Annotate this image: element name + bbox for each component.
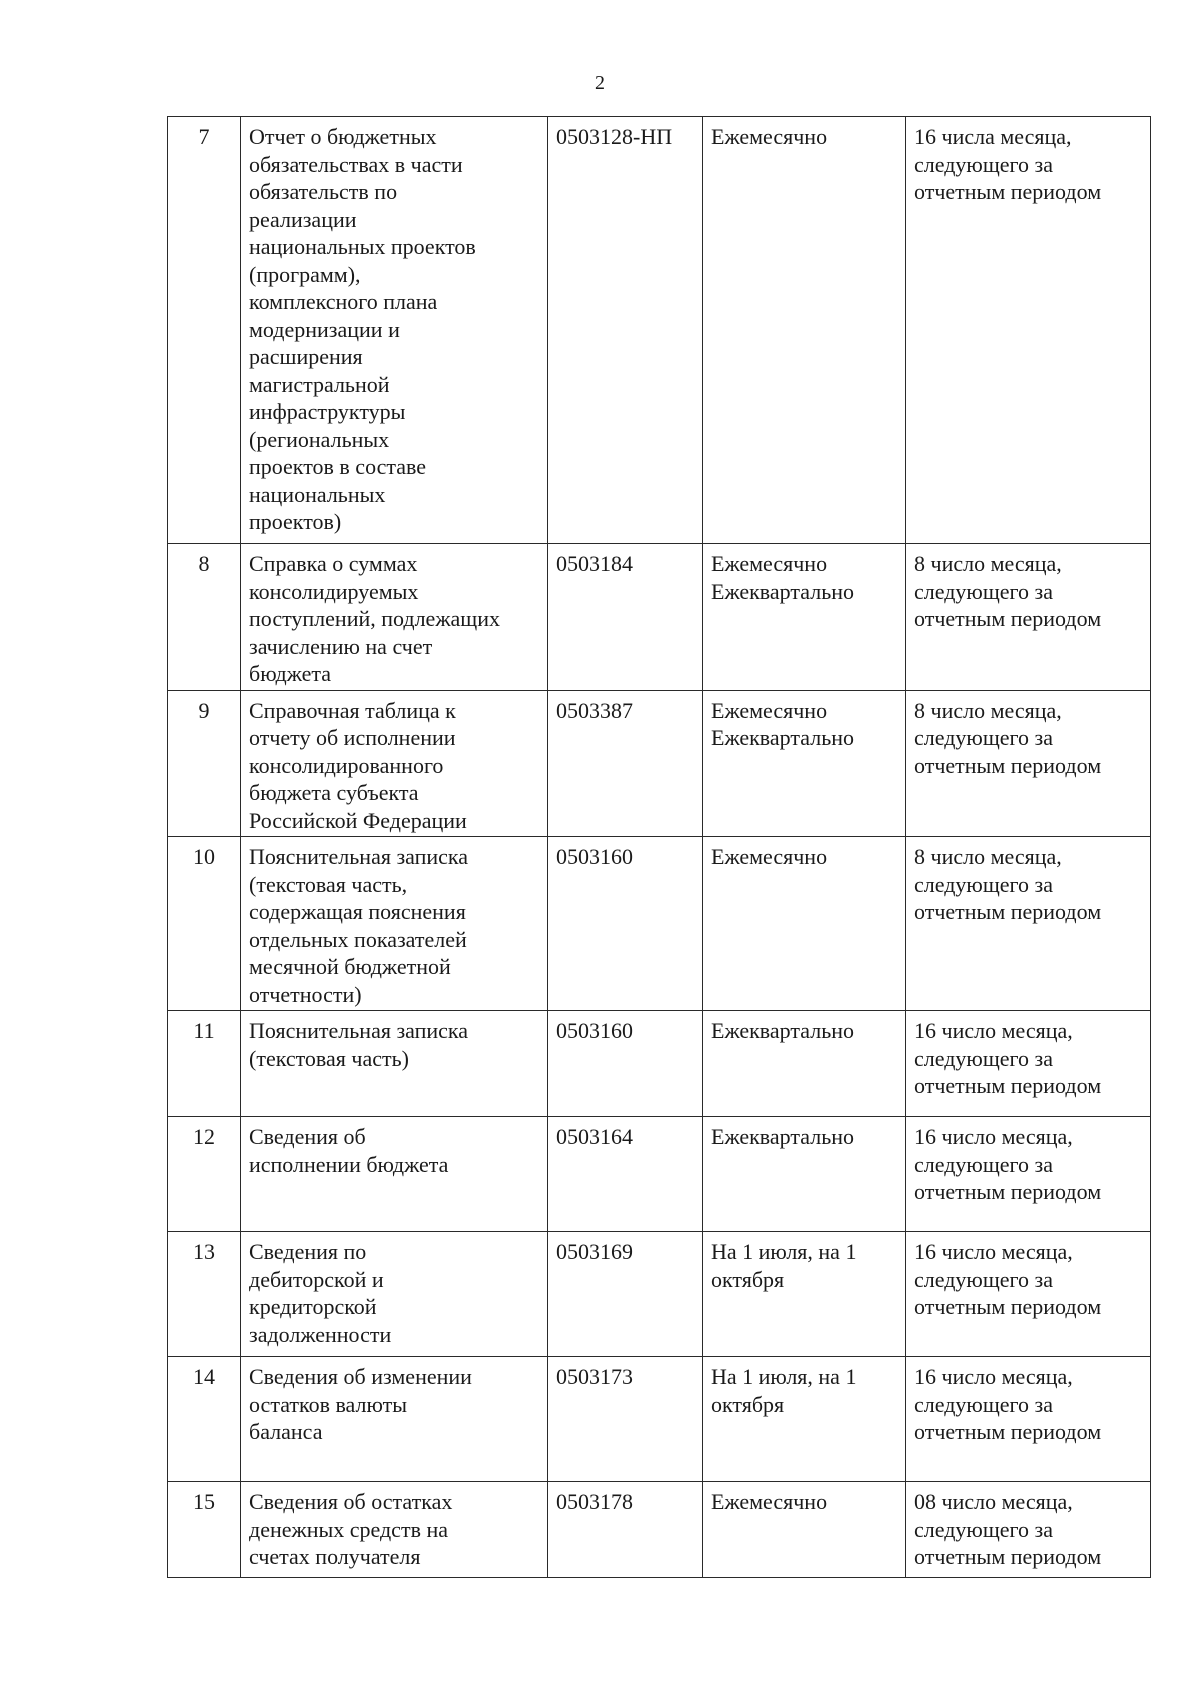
form-code: 0503164 — [548, 1117, 703, 1232]
row-number: 14 — [168, 1357, 241, 1482]
frequency: Ежемесячно Ежеквартально — [703, 690, 906, 837]
frequency: Ежемесячно — [703, 117, 906, 544]
form-name: Сведения об остатках денежных средств на счетах получателя — [241, 1482, 548, 1578]
form-name: Отчет о бюджетных обязательствах в части обязательств по реализации национальных проектов (программ), комплексного плана модернизации и расширения магистральной инфраструктуры (региональных проектов в составе национальных проектов) — [241, 117, 548, 544]
form-name: Сведения об исполнении бюджета — [241, 1117, 548, 1232]
form-code: 0503160 — [548, 837, 703, 1011]
form-name: Справка о суммах консолидируемых поступлений, подлежащих зачислению на счет бюджета — [241, 544, 548, 691]
form-code: 0503128-НП — [548, 117, 703, 544]
form-code: 0503173 — [548, 1357, 703, 1482]
table-row — [168, 117, 1151, 544]
reporting-table — [167, 116, 1151, 1578]
deadline: 16 число месяца, следующего за отчетным периодом — [906, 1011, 1151, 1117]
deadline: 16 число месяца, следующего за отчетным периодом — [906, 1117, 1151, 1232]
form-name: Справочная таблица к отчету об исполнении консолидированного бюджета субъекта Российской Федерации — [241, 690, 548, 837]
row-number: 15 — [168, 1482, 241, 1578]
table-row — [168, 1357, 1151, 1482]
frequency: Ежемесячно — [703, 1482, 906, 1578]
frequency: Ежеквартально — [703, 1117, 906, 1232]
table-row — [168, 544, 1151, 691]
form-code: 0503178 — [548, 1482, 703, 1578]
row-number: 13 — [168, 1232, 241, 1357]
form-name: Пояснительная записка (текстовая часть, содержащая пояснения отдельных показателей месячной бюджетной отчетности) — [241, 837, 548, 1011]
row-number: 10 — [168, 837, 241, 1011]
row-number: 8 — [168, 544, 241, 691]
deadline: 8 число месяца, следующего за отчетным периодом — [906, 837, 1151, 1011]
row-number: 7 — [168, 117, 241, 544]
deadline: 8 число месяца, следующего за отчетным периодом — [906, 544, 1151, 691]
frequency: На 1 июля, на 1 октября — [703, 1357, 906, 1482]
form-name: Пояснительная записка (текстовая часть) — [241, 1011, 548, 1117]
deadline: 08 число месяца, следующего за отчетным периодом — [906, 1482, 1151, 1578]
table-row — [168, 837, 1151, 1011]
form-code: 0503169 — [548, 1232, 703, 1357]
frequency: Ежемесячно — [703, 837, 906, 1011]
form-code: 0503387 — [548, 690, 703, 837]
form-code: 0503160 — [548, 1011, 703, 1117]
frequency: Ежеквартально — [703, 1011, 906, 1117]
form-code: 0503184 — [548, 544, 703, 691]
table-row — [168, 1482, 1151, 1578]
deadline: 16 числа месяца, следующего за отчетным периодом — [906, 117, 1151, 544]
table-row — [168, 1011, 1151, 1117]
deadline: 16 число месяца, следующего за отчетным периодом — [906, 1357, 1151, 1482]
table-row — [168, 1232, 1151, 1357]
form-name: Сведения об изменении остатков валюты баланса — [241, 1357, 548, 1482]
table-row — [168, 1117, 1151, 1232]
form-name: Сведения по дебиторской и кредиторской задолженности — [241, 1232, 548, 1357]
deadline: 8 число месяца, следующего за отчетным периодом — [906, 690, 1151, 837]
deadline: 16 число месяца, следующего за отчетным периодом — [906, 1232, 1151, 1357]
row-number: 12 — [168, 1117, 241, 1232]
row-number: 9 — [168, 690, 241, 837]
frequency: На 1 июля, на 1 октября — [703, 1232, 906, 1357]
row-number: 11 — [168, 1011, 241, 1117]
table-row — [168, 690, 1151, 837]
frequency: Ежемесячно Ежеквартально — [703, 544, 906, 691]
page-number: 2 — [595, 72, 605, 94]
